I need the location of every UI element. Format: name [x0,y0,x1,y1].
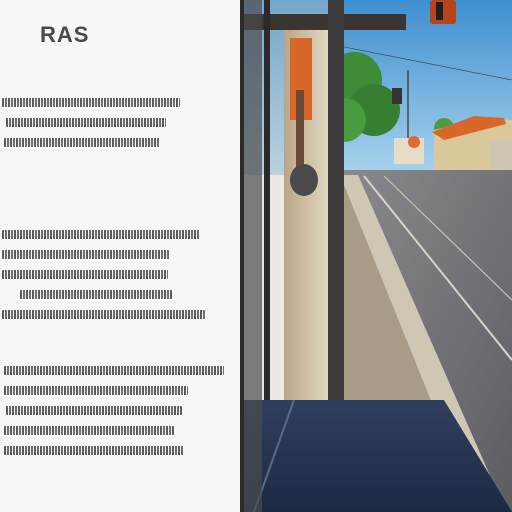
text-line-illegible [0,118,236,127]
text-line-illegible [0,310,236,319]
paragraph-2 [0,230,236,330]
text-line-illegible [0,446,236,455]
text-line-illegible [0,230,236,239]
text-line-illegible [0,270,236,279]
text-line-illegible [0,138,236,147]
text-line-illegible [0,98,236,107]
text-line-illegible [0,406,236,415]
text-line-illegible [0,290,236,299]
street-photo [244,0,512,512]
text-line-illegible [0,366,236,375]
paragraph-3 [0,366,236,466]
text-line-illegible [0,250,236,259]
document-title: RAS [40,22,90,47]
text-line-illegible [0,426,236,435]
lamp [290,164,318,196]
text-line-illegible [0,386,236,395]
street-scene-illustration [244,0,512,512]
paragraph-1 [0,98,236,158]
street-sign [392,88,402,104]
document-panel [0,0,240,512]
